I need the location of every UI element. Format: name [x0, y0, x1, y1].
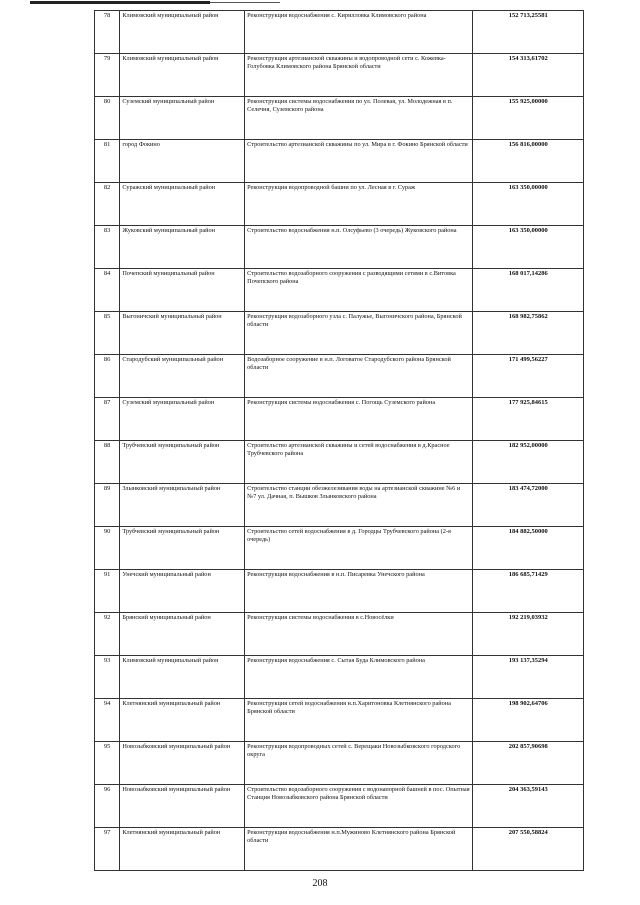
- municipality-cell: Новозыбковский муниципальный район: [120, 742, 245, 785]
- municipality-cell: Клетнянский муниципальный район: [120, 828, 245, 871]
- table-row: [95, 97, 584, 140]
- row-number: 84: [95, 269, 120, 312]
- municipality-cell: Клетнянский муниципальный район: [120, 699, 245, 742]
- project-cell: Реконструкция водоснабжения в н.п. Писаревка Унечского района: [245, 570, 473, 613]
- municipality-cell: Почепский муниципальный район: [120, 269, 245, 312]
- project-cell: Реконструкция системы водоснабжения в с.Новосёлки: [245, 613, 473, 656]
- municipality-cell: Выгоничский муниципальный район: [120, 312, 245, 355]
- municipality-cell: Климовский муниципальный район: [120, 11, 245, 54]
- amount-cell: 163 350,00000: [473, 226, 584, 269]
- row-number: 94: [95, 699, 120, 742]
- table-row: [95, 11, 584, 54]
- project-cell: Реконструкция сетей водоснабжения н.п.Харитоновка Клетнянского района Брянской области: [245, 699, 473, 742]
- row-number: 78: [95, 11, 120, 54]
- project-cell: Строительство артезианской скважины по ул. Мира в г. Фокино Брянской области: [245, 140, 473, 183]
- municipality-cell: Унечский муниципальный район: [120, 570, 245, 613]
- table-row: [95, 785, 584, 828]
- row-number: 86: [95, 355, 120, 398]
- amount-cell: 168 982,75862: [473, 312, 584, 355]
- table-row: [95, 312, 584, 355]
- table-row: [95, 54, 584, 97]
- project-cell: Строительство артезианской скважины и сетей водоснабжения в д.Красное Трубчевского района: [245, 441, 473, 484]
- municipality-cell: Суражский муниципальный район: [120, 183, 245, 226]
- municipality-cell: Климовский муниципальный район: [120, 656, 245, 699]
- amount-cell: 152 713,25581: [473, 11, 584, 54]
- top-rule-thin: [210, 2, 280, 3]
- row-number: 83: [95, 226, 120, 269]
- table-row: [95, 828, 584, 871]
- table-row: [95, 570, 584, 613]
- row-number: 95: [95, 742, 120, 785]
- row-number: 91: [95, 570, 120, 613]
- project-cell: Реконструкция водоснабжения н.п.Мужиново Клетнянского района Брянской области: [245, 828, 473, 871]
- amount-cell: 182 952,00000: [473, 441, 584, 484]
- amount-cell: 193 137,35294: [473, 656, 584, 699]
- project-cell: Водозаборное сооружение в н.п. Логоватое Стародубского района Брянской области: [245, 355, 473, 398]
- project-cell: Реконструкция системы водоснабжения по ул. Полевая, ул. Молодежная в п. Селечня, Суземского района: [245, 97, 473, 140]
- row-number: 96: [95, 785, 120, 828]
- row-number: 80: [95, 97, 120, 140]
- table-row: [95, 656, 584, 699]
- top-rule: [30, 1, 210, 4]
- amount-cell: 186 685,71429: [473, 570, 584, 613]
- project-cell: Строительство сетей водоснабжения в д. Городцы Трубчевского района (2-я очередь): [245, 527, 473, 570]
- table-row: [95, 441, 584, 484]
- row-number: 85: [95, 312, 120, 355]
- table-row: [95, 742, 584, 785]
- project-cell: Реконструкция водопроводных сетей с. Верещаки Новозыбковского городского округа: [245, 742, 473, 785]
- project-cell: Строительство водоснабжения н.п. Олсуфьево (3 очередь) Жуковского района: [245, 226, 473, 269]
- project-cell: Реконструкция системы водоснабжения с. Погощь Суземского района: [245, 398, 473, 441]
- row-number: 87: [95, 398, 120, 441]
- table-row: [95, 269, 584, 312]
- project-cell: Реконструкция артезианской скважины и водопроводной сети с. Кожевка-Голубовка Климовского района Брянской области: [245, 54, 473, 97]
- row-number: 81: [95, 140, 120, 183]
- table-row: [95, 140, 584, 183]
- project-cell: Реконструкция водоснабжения с. Кирилловка Климовского района: [245, 11, 473, 54]
- page-number: 208: [312, 878, 328, 889]
- row-number: 92: [95, 613, 120, 656]
- row-number: 79: [95, 54, 120, 97]
- row-number: 93: [95, 656, 120, 699]
- amount-cell: 171 499,56227: [473, 355, 584, 398]
- project-cell: Реконструкция водопроводной башни по ул. Лесная в г. Сураж: [245, 183, 473, 226]
- table-row: [95, 699, 584, 742]
- municipality-cell: Новозыбковский муниципальный район: [120, 785, 245, 828]
- municipality-cell: Злынковский муниципальный район: [120, 484, 245, 527]
- municipality-cell: Суземский муниципальный район: [120, 398, 245, 441]
- amount-cell: 168 017,14286: [473, 269, 584, 312]
- amount-cell: 198 902,64706: [473, 699, 584, 742]
- project-cell: Строительство водозаборного сооружения с разводящими сетями в с.Витовка Почепского района: [245, 269, 473, 312]
- municipality-cell: Брянский муниципальный район: [120, 613, 245, 656]
- municipality-cell: Климовский муниципальный район: [120, 54, 245, 97]
- municipality-cell: Жуковский муниципальный район: [120, 226, 245, 269]
- project-cell: Строительство водозаборного сооружения с водонапорной башней в пос. Опытная Станция Новозыбковского района Брянской области: [245, 785, 473, 828]
- amount-cell: 184 882,50000: [473, 527, 584, 570]
- row-number: 90: [95, 527, 120, 570]
- amount-cell: 192 219,03932: [473, 613, 584, 656]
- table-row: [95, 226, 584, 269]
- table-row: [95, 183, 584, 226]
- amount-cell: 204 363,59143: [473, 785, 584, 828]
- table-row: [95, 484, 584, 527]
- table-row: [95, 398, 584, 441]
- table-row: [95, 355, 584, 398]
- amount-cell: 154 313,61702: [473, 54, 584, 97]
- amount-cell: 177 925,84615: [473, 398, 584, 441]
- row-number: 89: [95, 484, 120, 527]
- amount-cell: 202 857,90698: [473, 742, 584, 785]
- municipality-cell: Трубчевский муниципальный район: [120, 527, 245, 570]
- amount-cell: 163 350,00000: [473, 183, 584, 226]
- project-cell: Реконструкция водозаборного узла с. Палужье, Выгоничского района, Брянской области: [245, 312, 473, 355]
- municipality-cell: город Фокино: [120, 140, 245, 183]
- amount-cell: 207 550,58824: [473, 828, 584, 871]
- row-number: 88: [95, 441, 120, 484]
- municipality-cell: Стародубский муниципальный район: [120, 355, 245, 398]
- amount-cell: 155 925,00000: [473, 97, 584, 140]
- row-number: 97: [95, 828, 120, 871]
- project-cell: Строительство станции обезжелезивания воды на артезианской скважине №6 и №7 ул. Дачная, п. Вышков Злынковского района: [245, 484, 473, 527]
- municipality-cell: Трубчевский муниципальный район: [120, 441, 245, 484]
- amount-cell: 156 816,00000: [473, 140, 584, 183]
- table-row: [95, 527, 584, 570]
- amount-cell: 183 474,72000: [473, 484, 584, 527]
- row-number: 82: [95, 183, 120, 226]
- project-cell: Реконструкция водоснабжения с. Сытая Буда Климовского района: [245, 656, 473, 699]
- projects-table-body: [95, 11, 584, 871]
- table-row: [95, 613, 584, 656]
- municipality-cell: Суземский муниципальный район: [120, 97, 245, 140]
- projects-table: [94, 10, 584, 871]
